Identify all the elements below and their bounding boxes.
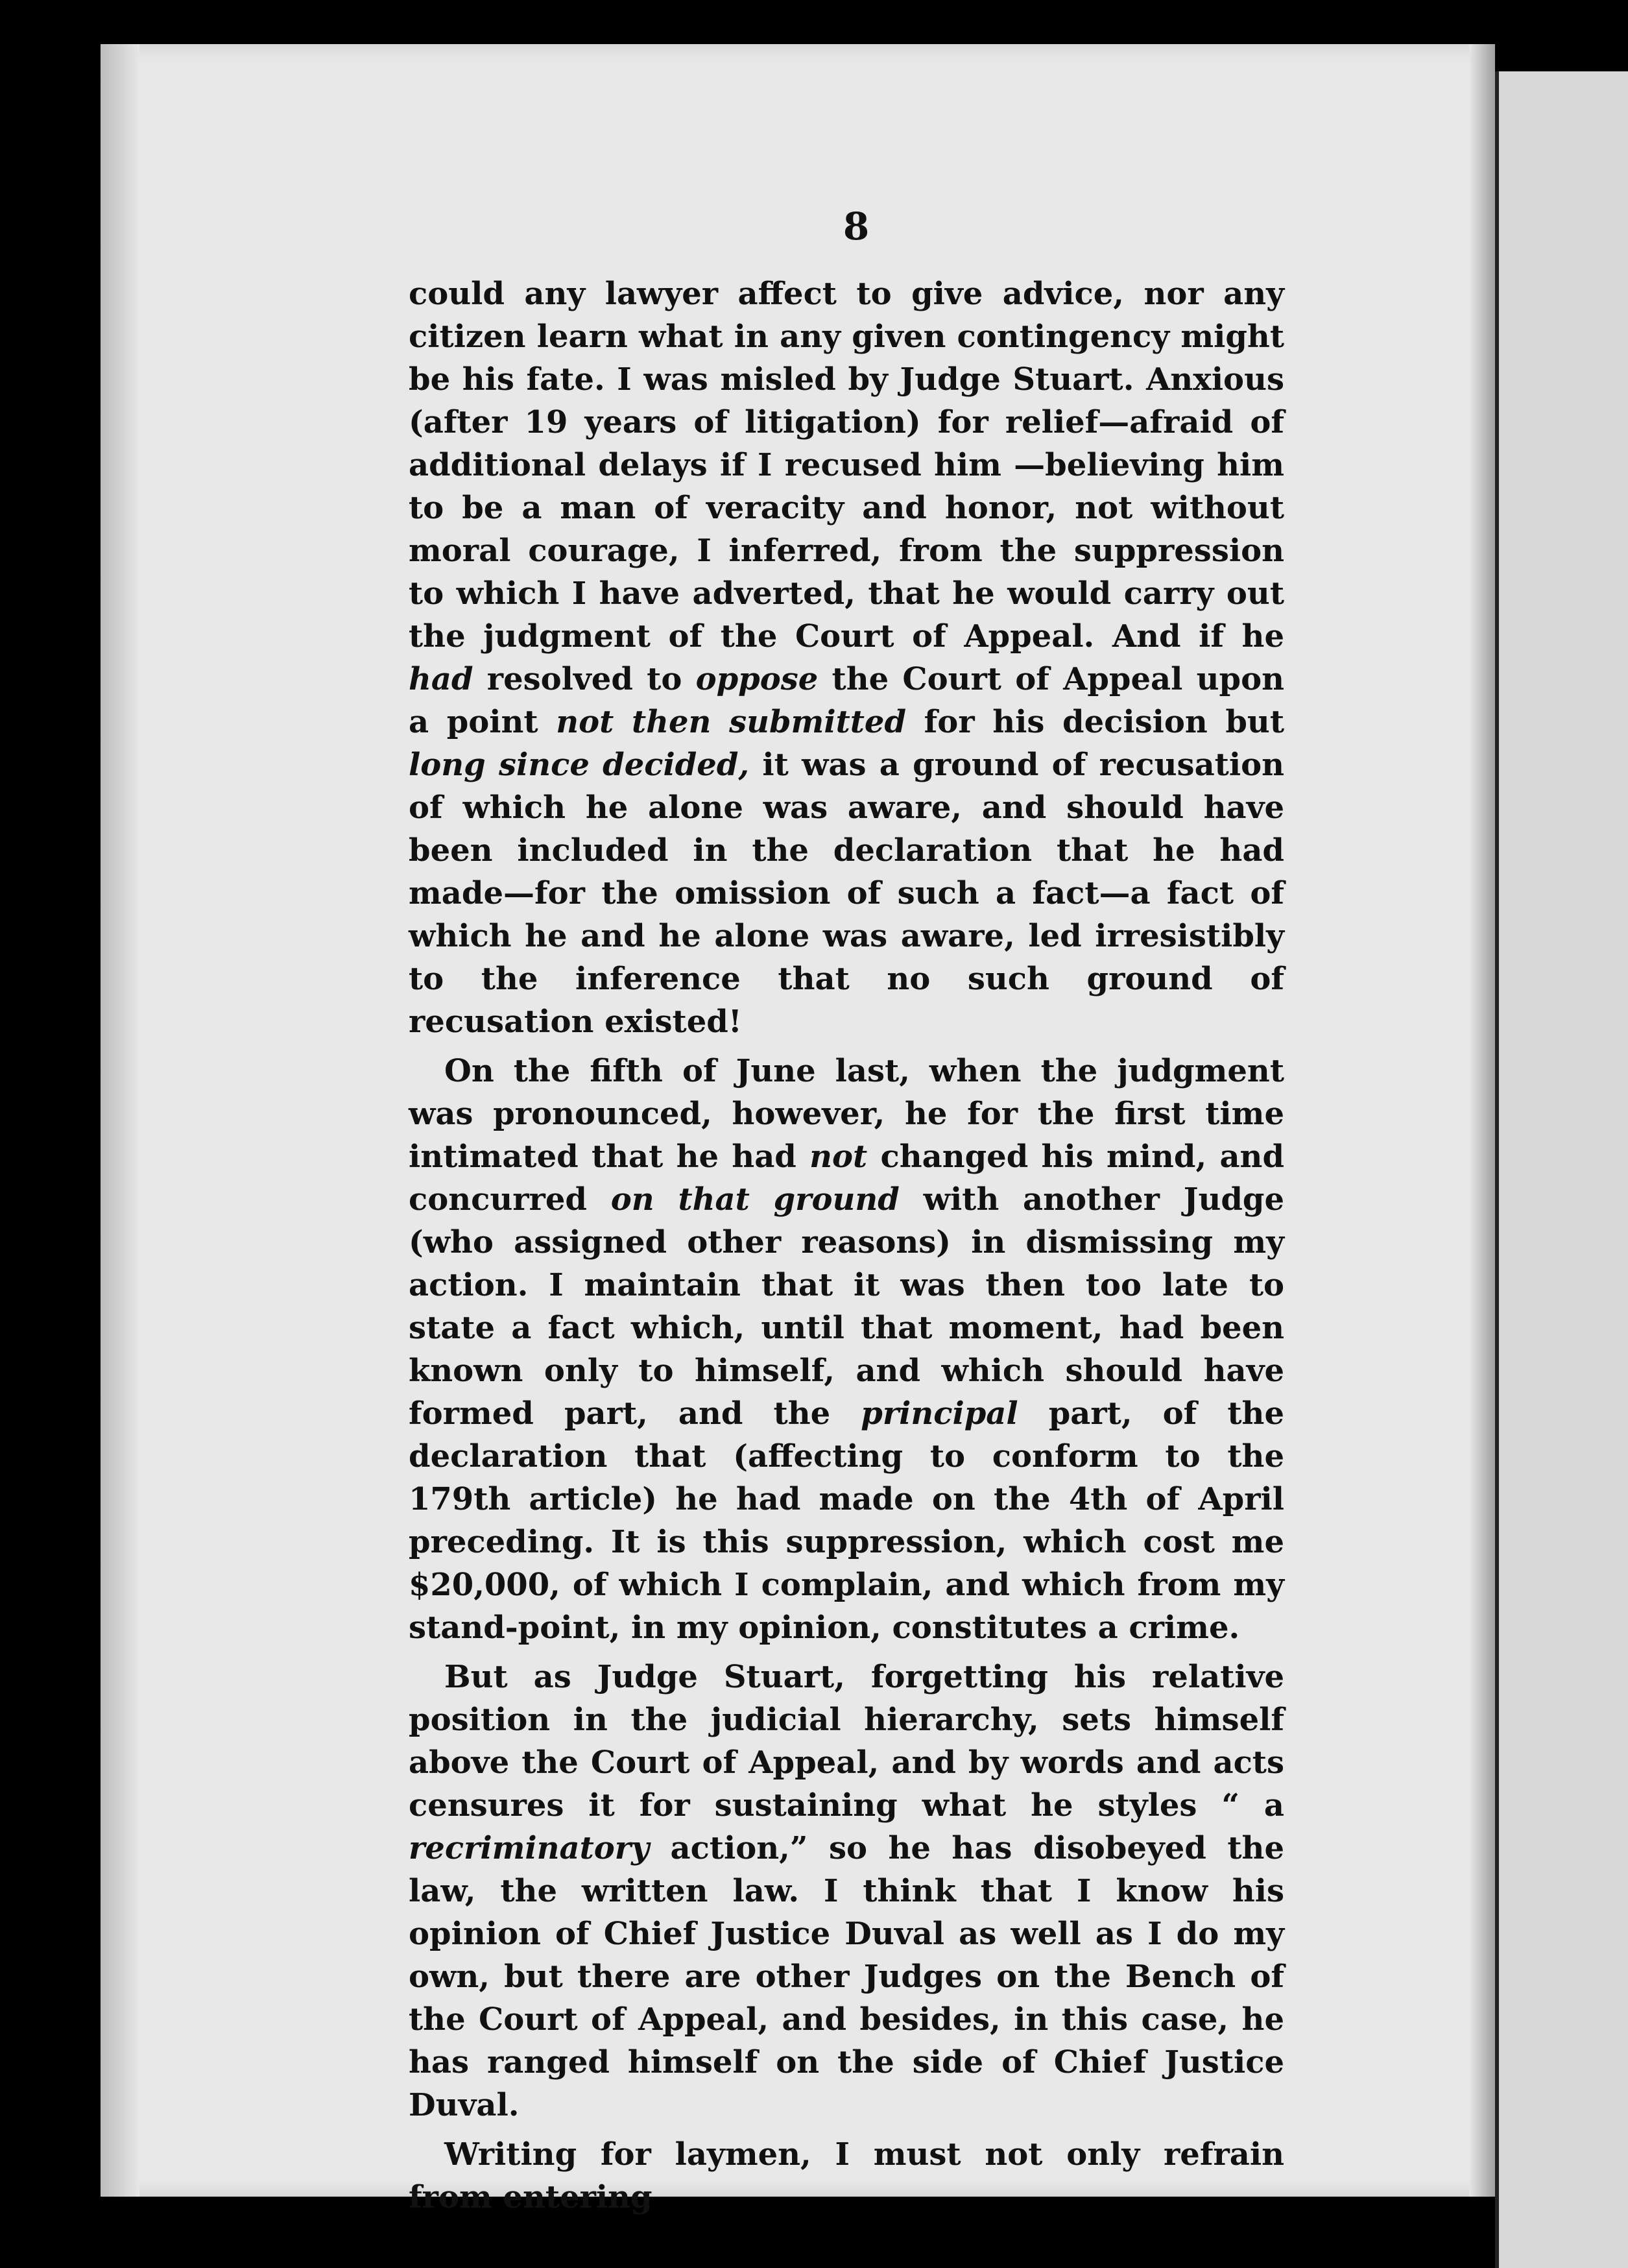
text-run: action,” so he has disobeyed the law, the written law. I think that I know his opinion of Chief Justice Duval as well as I do my own, but there are other Judges on the Bench of the Court of Appeal, and besides, in this case, he has ranged himself on the side of Chief Justice Duval. — [409, 1830, 1284, 2123]
paragraph — [409, 1656, 1284, 2127]
text-run: for his decision but — [906, 704, 1284, 740]
text-run: with another Judge (who assigned other reasons) in dismissing my action. I maintain that it was then too late to state a fact which, until that moment, had been known only to himself, and which should have formed part, and the — [409, 1181, 1285, 1432]
italic-text: not — [809, 1139, 868, 1175]
paragraph — [409, 1050, 1284, 1649]
page-edge-shadow — [1469, 44, 1495, 2197]
page-number: 8 — [843, 204, 870, 248]
italic-text: on that ground — [610, 1181, 900, 1218]
paragraph — [409, 272, 1284, 1043]
text-run: Writing for laymen, I must not only refrain from entering — [409, 2136, 1284, 2215]
italic-text: not then submitted — [556, 704, 907, 740]
text-run: the Court of Appeal upon a point — [409, 661, 1284, 740]
italic-text: recriminatory — [409, 1830, 649, 1866]
paragraph — [409, 2133, 1284, 2219]
body-text — [409, 272, 1284, 2219]
text-run: resolved to — [473, 661, 696, 697]
text-run: But as Judge Stuart, forgetting his relative position in the judicial hierarchy, sets himself above the Court of Appeal, and by words and acts censures it for sustaining what he styles “ a — [409, 1659, 1284, 1824]
text-run: On the fifth of June last, when the judgment was pronounced, however, he for the first time intimated that he had — [409, 1053, 1284, 1175]
text-run: changed his mind, and concurred — [409, 1139, 1284, 1218]
text-run: part, of the declaration that (affecting to conform to the 179th article) he had made on the 4th of April preceding. It is this suppression, which cost me $20,000, of which I complain, and which from my stand-point, in my opinion, constitutes a crime. — [409, 1395, 1284, 1646]
adjacent-page-edge — [1495, 71, 1628, 2268]
italic-text: oppose — [695, 661, 819, 697]
italic-text: had — [409, 661, 473, 697]
page-edge-shadow — [101, 44, 139, 2197]
italic-text: principal — [861, 1395, 1018, 1432]
italic-text: long since decided, — [409, 747, 750, 783]
text-run: could any lawyer affect to give advice, nor any citizen learn what in any given contingency might be his fate. I was misled by Judge Stuart. Anxious (after 19 years of litigation) for relief—afraid of additional delays if I recused him —believing him to be a man of veracity and honor, not without moral courage, I inferred, from the suppression to which I have adverted, that he would carry out the judgment of the Court of Appeal. And if he — [409, 276, 1284, 655]
text-run: it was a ground of recusation of which he alone was aware, and should have been included in the declaration that he had made—for the omission of such a fact—a fact of which he and he alone was aware, led irresistibly to the inference that no such ground of recusation existed! — [409, 747, 1284, 1040]
